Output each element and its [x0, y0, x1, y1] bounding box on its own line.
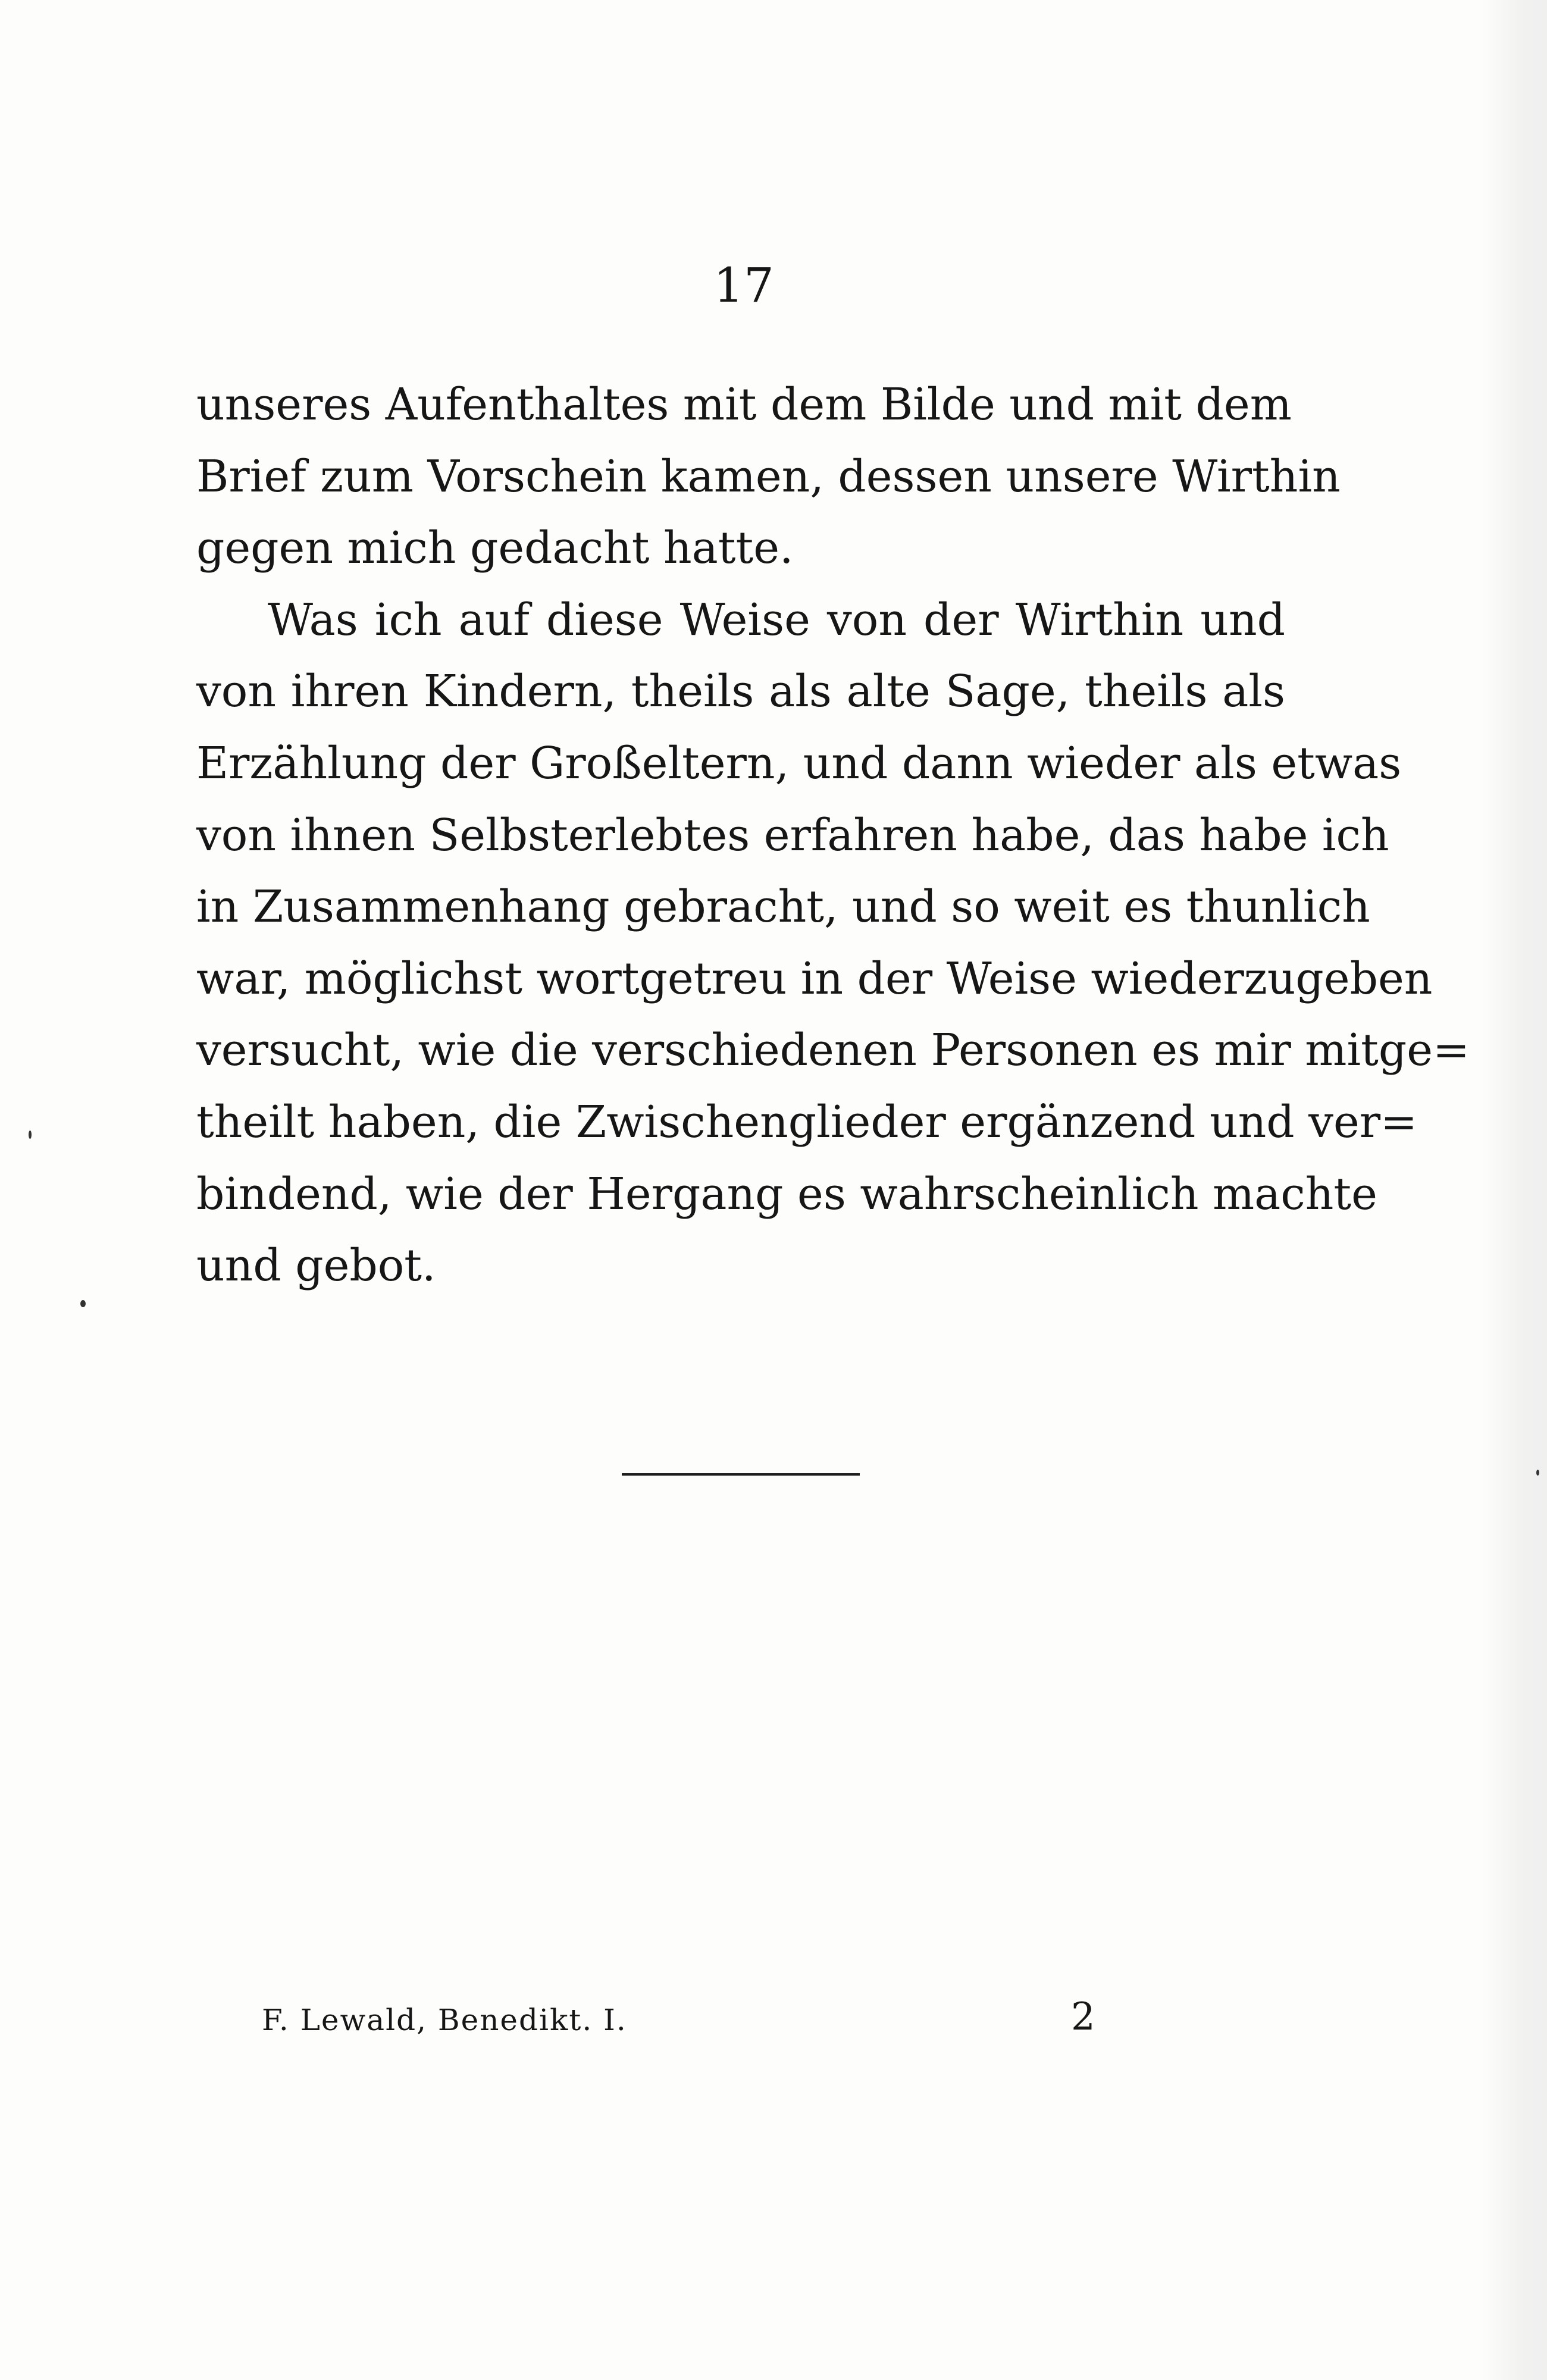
text-line: und gebot. [196, 1240, 436, 1292]
text-line: gegen mich gedacht hatte. [196, 522, 794, 574]
text-line: Erzählung der Großeltern, und dann wieder als etwas [196, 737, 1402, 789]
text-line: theilt haben, die Zwischenglieder ergänzend und ver= [196, 1096, 1418, 1148]
paragraph-2 [196, 584, 1470, 1302]
text-line: unseres Aufenthaltes mit dem Bilde und mit dem [196, 379, 1292, 430]
section-divider-rule [622, 1473, 860, 1476]
text-line: war, möglichst wortgetreu in der Weise wiederzugeben [196, 953, 1433, 1004]
text-line: Brief zum Vorschein kamen, dessen unsere Wirthin [196, 450, 1341, 502]
text-line: von ihren Kindern, theils als alte Sage, theils als [196, 666, 1285, 718]
text-line: Was ich auf diese Weise von der Wirthin und [268, 594, 1285, 646]
printer-signature: F. Lewald, Benedikt. I. [262, 2003, 627, 2037]
ink-speck [1536, 1470, 1539, 1476]
page-number: 17 [713, 258, 774, 313]
text-line: bindend, wie der Hergang es wahrscheinlich machte [196, 1168, 1377, 1220]
text-line: versucht, wie die verschiedenen Personen es mir mitge= [196, 1025, 1470, 1076]
ink-speck [29, 1130, 32, 1139]
body-text [196, 369, 1470, 1302]
scan-edge-shadow [1482, 0, 1547, 2380]
text-line: von ihnen Selbsterlebtes erfahren habe, das habe ich [196, 809, 1389, 861]
text-line: in Zusammenhang gebracht, und so weit es thunlich [196, 881, 1370, 933]
sheet-number: 2 [1071, 1995, 1095, 2039]
paragraph-1 [196, 369, 1341, 584]
ink-speck [80, 1300, 86, 1307]
